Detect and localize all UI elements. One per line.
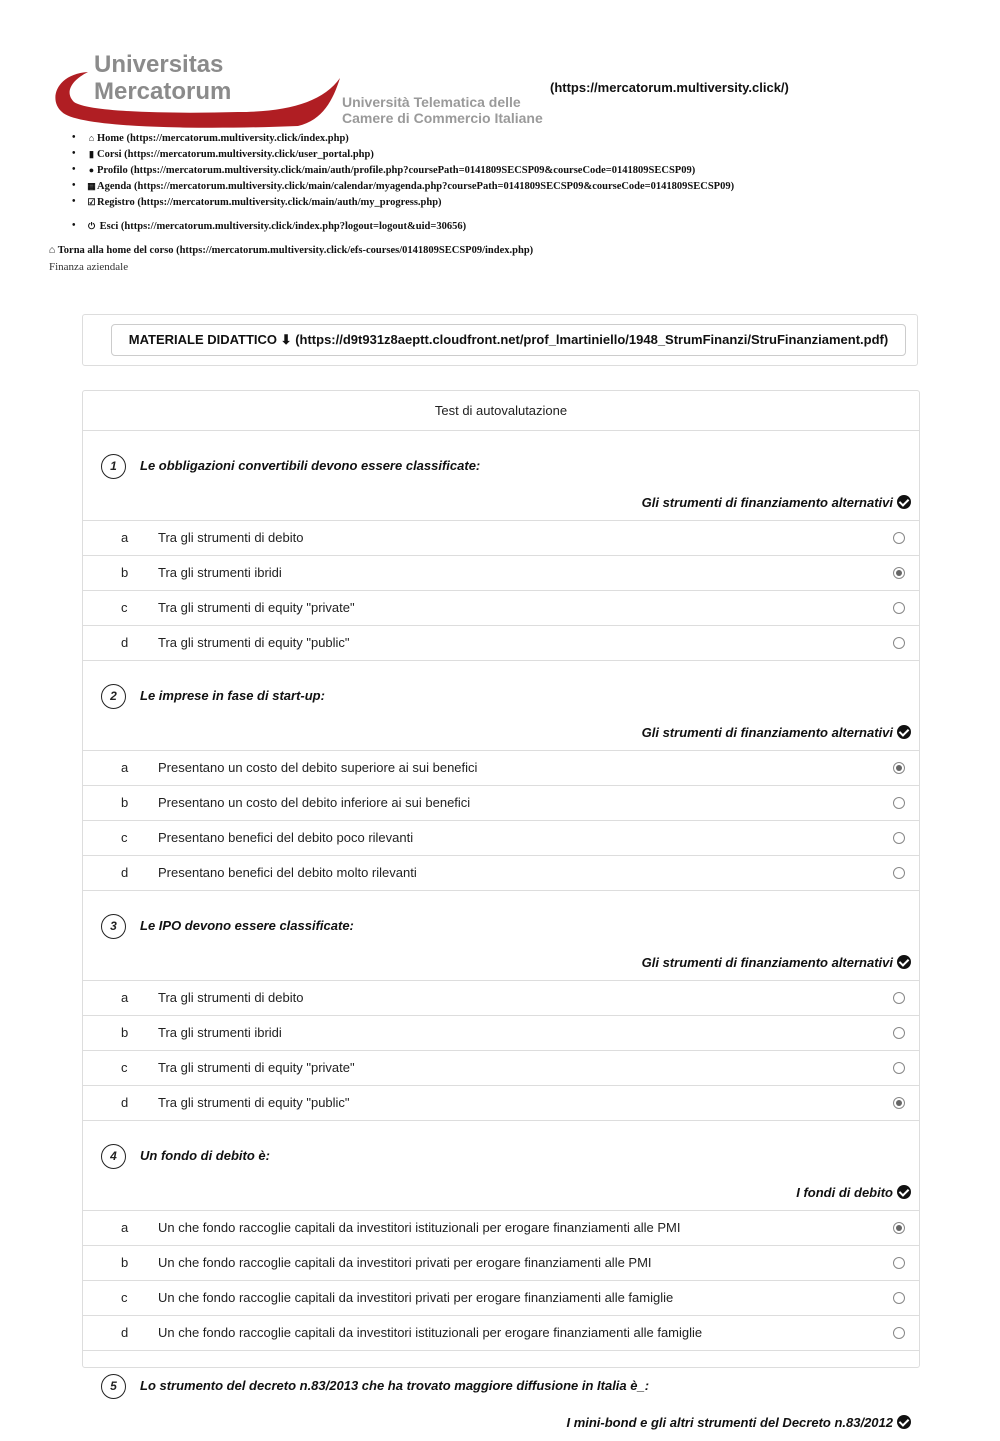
question-number: 1 <box>101 454 126 479</box>
answer-option[interactable] <box>83 1281 919 1316</box>
question-topic <box>642 495 911 510</box>
option-text: Tra gli strumenti ibridi <box>158 1025 282 1040</box>
option-radio[interactable] <box>893 797 905 809</box>
material-download-button[interactable] <box>111 324 906 356</box>
option-radio[interactable] <box>893 637 905 649</box>
option-letter: d <box>121 635 129 650</box>
option-radio[interactable] <box>893 567 905 579</box>
answer-option[interactable] <box>83 821 919 856</box>
check-circle-icon <box>897 1415 911 1429</box>
question-topic <box>642 725 911 740</box>
answer-option[interactable] <box>83 1086 919 1121</box>
nav-item-label: Corsi (https://mercatorum.multiversity.click/user_portal.php) <box>97 149 374 160</box>
site-link[interactable]: (https://mercatorum.multiversity.click/) <box>550 80 789 95</box>
question <box>83 1121 919 1211</box>
question-number: 2 <box>101 684 126 709</box>
logo-title-line2: Mercatorum <box>94 78 232 105</box>
nav-item-registro[interactable] <box>72 194 734 210</box>
answer-option[interactable] <box>83 556 919 591</box>
option-text: Un che fondo raccoglie capitali da investitori privati per erogare finanziamenti alle famiglie <box>158 1290 674 1305</box>
option-radio[interactable] <box>893 762 905 774</box>
nav-item-home[interactable] <box>72 130 734 146</box>
option-radio[interactable] <box>893 1292 905 1304</box>
logo-subtitle-line2: Camere di Commercio Italiane <box>342 110 543 126</box>
option-letter: d <box>121 1095 129 1110</box>
option-letter: c <box>121 830 128 845</box>
option-letter: a <box>121 990 129 1005</box>
option-text: Presentano benefici del debito molto rilevanti <box>158 865 417 880</box>
option-letter: b <box>121 1025 129 1040</box>
material-url: (https://d9t931z8aeptt.cloudfront.net/prof_lmartiniello/1948_StrumFinanzi/StruFinanziament.pdf) <box>295 332 889 347</box>
answer-option[interactable] <box>83 1211 919 1246</box>
check-circle-icon <box>897 495 911 509</box>
option-radio[interactable] <box>893 1222 905 1234</box>
question-topic <box>642 955 911 970</box>
book-icon: ▮ <box>89 149 94 159</box>
user-icon: ● <box>88 165 95 175</box>
nav-item-agenda[interactable] <box>72 178 734 194</box>
question-topic-label: Gli strumenti di finanziamento alternativi <box>641 495 893 510</box>
nav-item-label: Agenda (https://mercatorum.multiversity.click/main/calendar/myagenda.php?coursePath=0141809SECSP09&courseCode=0141809SECSP09) <box>97 181 735 192</box>
option-radio[interactable] <box>893 532 905 544</box>
answer-option[interactable] <box>83 1316 919 1351</box>
option-letter: b <box>121 1255 129 1270</box>
question-text: Un fondo di debito è: <box>140 1148 270 1163</box>
nav-item-esci[interactable] <box>72 218 734 234</box>
nav-item-corsi[interactable] <box>72 146 734 162</box>
option-radio[interactable] <box>893 992 905 1004</box>
answer-option[interactable] <box>83 521 919 556</box>
option-letter: a <box>121 530 129 545</box>
quiz-body <box>83 431 919 1441</box>
check-circle-icon <box>897 1185 911 1199</box>
material-label: MATERIALE DIDATTICO <box>128 332 278 347</box>
option-letter: d <box>121 865 129 880</box>
question-number: 3 <box>101 914 126 939</box>
option-radio[interactable] <box>893 1257 905 1269</box>
download-icon: ⬇ <box>280 332 292 347</box>
power-icon: ⏻ <box>87 221 96 231</box>
answer-option[interactable] <box>83 1051 919 1086</box>
option-text: Tra gli strumenti di equity "public" <box>158 1095 350 1110</box>
quiz-title: Test di autovalutazione <box>83 391 919 431</box>
checkbox-icon: ☑ <box>87 197 96 207</box>
question <box>83 661 919 751</box>
question-number: 4 <box>101 1144 126 1169</box>
calendar-icon: ▦ <box>87 181 96 191</box>
quiz-panel <box>82 390 920 1430</box>
question <box>83 1351 919 1441</box>
option-radio[interactable] <box>893 832 905 844</box>
option-radio[interactable] <box>893 867 905 879</box>
option-letter: b <box>121 795 129 810</box>
nav-list <box>72 130 734 234</box>
question-number: 5 <box>101 1374 126 1399</box>
option-text: Presentano benefici del debito poco rilevanti <box>158 830 414 845</box>
answer-option[interactable] <box>83 786 919 821</box>
question-text: Le obbligazioni convertibili devono essere classificate: <box>140 458 481 473</box>
question-text: Lo strumento del decreto n.83/2013 che ha trovato maggiore diffusione in Italia è_: <box>140 1378 650 1393</box>
option-radio[interactable] <box>893 1062 905 1074</box>
course-name: Finanza aziendale <box>49 261 129 273</box>
nav-item-label: Registro (https://mercatorum.multiversity.click/main/auth/my_progress.php) <box>97 197 442 208</box>
option-text: Tra gli strumenti di equity "public" <box>158 635 350 650</box>
option-radio[interactable] <box>893 1327 905 1339</box>
nav-item-label: Esci (https://mercatorum.multiversity.click/index.php?logout=logout&uid=30656) <box>99 221 467 232</box>
nav-item-profilo[interactable] <box>72 162 734 178</box>
option-letter: b <box>121 565 129 580</box>
option-text: Tra gli strumenti di debito <box>158 530 304 545</box>
back-to-course-link[interactable] <box>49 245 533 256</box>
question-topic-label: Gli strumenti di finanziamento alternativi <box>641 725 893 740</box>
option-text: Tra gli strumenti di equity "private" <box>158 600 355 615</box>
back-link-label: Torna alla home del corso (https://mercatorum.multiversity.click/efs-courses/0141809SECSP09/index.php) <box>57 245 534 256</box>
check-circle-icon <box>897 725 911 739</box>
option-radio[interactable] <box>893 602 905 614</box>
logo-title-line1: Universitas <box>94 51 224 78</box>
logo-subtitle-line1: Università Telematica delle <box>342 94 521 110</box>
nav-item-label: Profilo (https://mercatorum.multiversity.click/main/auth/profile.php?coursePath=0141809SECSP09&courseCode=0141809SECSP09) <box>97 165 696 176</box>
option-radio[interactable] <box>893 1027 905 1039</box>
question <box>83 431 919 521</box>
answer-option[interactable] <box>83 1246 919 1281</box>
university-logo <box>48 50 548 128</box>
option-letter: d <box>121 1325 129 1340</box>
question-text: Le IPO devono essere classificate: <box>140 918 354 933</box>
question-text: Le imprese in fase di start-up: <box>140 688 325 703</box>
material-panel <box>82 314 918 366</box>
answer-option[interactable] <box>83 856 919 891</box>
question-topic-label: I mini-bond e gli altri strumenti del Decreto n.83/2012 <box>566 1415 893 1430</box>
option-letter: c <box>121 1060 128 1075</box>
question-topic <box>566 1415 911 1430</box>
home-icon: ⌂ <box>49 245 56 256</box>
answer-option[interactable] <box>83 1016 919 1051</box>
answer-option[interactable] <box>83 626 919 661</box>
option-text: Presentano un costo del debito superiore ai sui benefici <box>158 760 478 775</box>
question-topic <box>796 1185 911 1200</box>
option-radio[interactable] <box>893 1097 905 1109</box>
answer-option[interactable] <box>83 981 919 1016</box>
option-letter: c <box>121 1290 128 1305</box>
option-text: Tra gli strumenti ibridi <box>158 565 282 580</box>
nav-item-label: Home (https://mercatorum.multiversity.click/index.php) <box>97 133 349 144</box>
option-text: Un che fondo raccoglie capitali da investitori istituzionali per erogare finanziamenti alle PMI <box>158 1220 681 1235</box>
option-text: Un che fondo raccoglie capitali da investitori istituzionali per erogare finanziamenti alle famiglie <box>158 1325 703 1340</box>
question-topic-label: I fondi di debito <box>796 1185 893 1200</box>
home-icon: ⌂ <box>88 133 95 143</box>
option-text: Presentano un costo del debito inferiore ai sui benefici <box>158 795 471 810</box>
check-circle-icon <box>897 955 911 969</box>
answer-option[interactable] <box>83 751 919 786</box>
answer-option[interactable] <box>83 591 919 626</box>
option-letter: c <box>121 600 128 615</box>
option-text: Tra gli strumenti di debito <box>158 990 304 1005</box>
question-topic-label: Gli strumenti di finanziamento alternativi <box>641 955 893 970</box>
option-text: Tra gli strumenti di equity "private" <box>158 1060 355 1075</box>
option-letter: a <box>121 760 129 775</box>
option-letter: a <box>121 1220 129 1235</box>
question <box>83 891 919 981</box>
option-text: Un che fondo raccoglie capitali da investitori privati per erogare finanziamenti alle PMI <box>158 1255 652 1270</box>
